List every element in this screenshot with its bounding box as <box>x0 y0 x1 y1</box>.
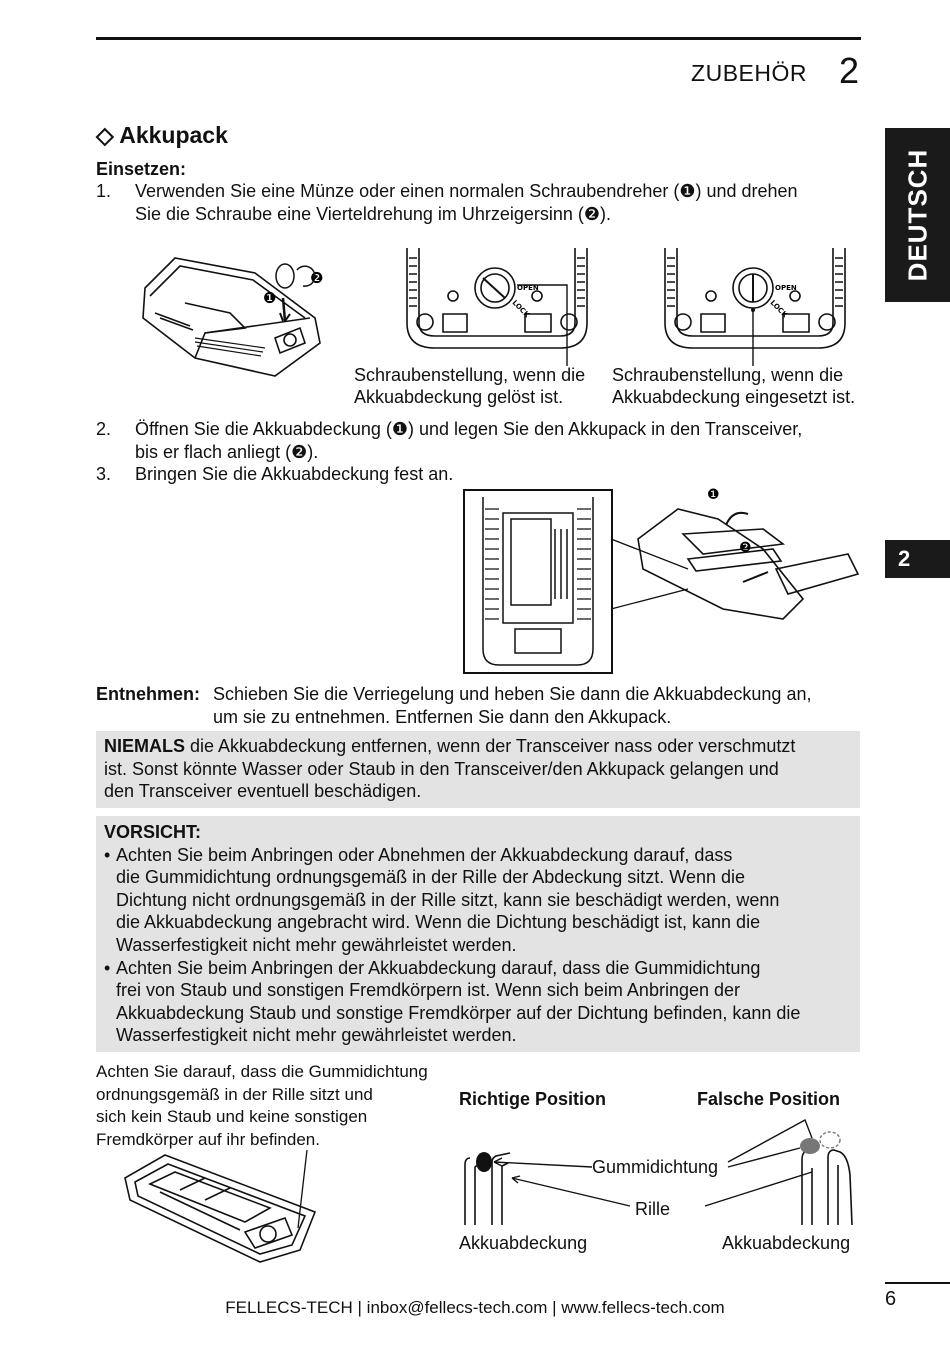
mark-two: ❷ <box>739 540 752 556</box>
step-number: 2. <box>96 419 112 439</box>
footer-text: FELLECS-TECH | inbox@fellecs-tech.com | www.fellecs-tech.com <box>225 1298 725 1317</box>
step-line: Verwenden Sie eine Münze oder einen normalen Schraubendreher (❶) und drehen <box>135 181 798 201</box>
wrong-position-label: Falsche Position <box>697 1089 841 1109</box>
caution-line: die Gummidichtung ordnungsgemäß in der Rille der Abdeckung sitzt. Wenn die <box>116 867 746 888</box>
remove-line: um sie zu entnehmen. Entfernen Sie dann den Akkupack. <box>213 706 672 727</box>
caution-line: die Akkuabdeckung angebracht wird. Wenn die Dichtung beschädigt ist, kann die <box>116 912 761 933</box>
step-line: Sie die Schraube eine Vierteldrehung im Uhrzeigersinn (❷). <box>135 203 612 224</box>
cover-label-right: Akkuabdeckung <box>722 1233 851 1253</box>
battery-cover-illustration <box>120 1150 330 1265</box>
remove-text <box>213 683 863 728</box>
note-line: ordnungsgemäß in der Rille sitzt und <box>96 1084 373 1104</box>
caution-bullet <box>104 844 852 957</box>
caption-released <box>354 364 609 408</box>
mark-one: ❶ <box>707 487 720 503</box>
insert-heading: Einsetzen: <box>96 159 187 179</box>
caption-line: Schraubenstellung, wenn die <box>612 365 844 385</box>
caption-line: Akkuabdeckung eingesetzt ist. <box>612 387 856 407</box>
screw-released-diagram <box>405 248 590 366</box>
page-number: 6 <box>885 1288 897 1310</box>
note-line: sich kein Staub und keine sonstigen <box>96 1107 368 1126</box>
caption-line: Akkuabdeckung gelöst ist. <box>354 387 564 407</box>
caution-heading: VORSICHT: <box>104 822 202 842</box>
top-rule <box>96 37 861 40</box>
caution-bullet <box>104 957 852 1047</box>
correct-position-label: Richtige Position <box>459 1089 607 1109</box>
gasket-label: Gummidichtung <box>592 1157 719 1177</box>
note-line: Achten Sie darauf, dass die Gummidichtung <box>96 1062 428 1081</box>
screw-inserted-diagram <box>663 248 848 366</box>
caution-line: Achten Sie beim Anbringen oder Abnehmen der Akkuabdeckung darauf, dass <box>116 844 733 865</box>
lock-label: LOCK <box>768 298 789 320</box>
groove-label: Rille <box>635 1199 671 1219</box>
step-line: Öffnen Sie die Akkuabdeckung (❶) und legen Sie den Akkupack in den Transceiver, <box>135 419 803 439</box>
warning-line: den Transceiver eventuell beschädigen. <box>104 781 422 802</box>
caption-inserted <box>612 364 877 408</box>
warning-box <box>96 731 860 808</box>
remove-line: Schieben Sie die Verriegelung und heben Sie dann die Akkuabdeckung an, <box>213 684 812 704</box>
caption-line: Schraubenstellung, wenn die <box>354 365 586 385</box>
battery-insert-illustration <box>463 489 863 675</box>
remove-label: Entnehmen: <box>96 684 201 704</box>
bullet-mark: • <box>104 844 111 865</box>
mark-two: ❷ <box>310 269 324 287</box>
caution-line: frei von Staub und sonstigen Fremdkörpern ist. Wenn sich beim Anbringen der <box>116 980 741 1001</box>
bullet-mark: • <box>104 957 111 978</box>
warning-line <box>104 735 852 758</box>
caution-line: Wasserfestigkeit nicht mehr gewährleistet werden. <box>116 1025 517 1046</box>
caution-line: Dichtung nicht ordnungsgemäß in der Rille sitzt, kann sie beschädigt werden, wenn <box>116 889 780 910</box>
lock-label: LOCK <box>510 298 531 320</box>
mark-one: ❶ <box>263 289 277 307</box>
open-label: OPEN <box>517 284 539 292</box>
note-line: Fremdkörper auf ihr befinden. <box>96 1129 320 1149</box>
page-rule <box>885 1282 950 1284</box>
step-number: 3. <box>96 464 112 484</box>
gasket-note <box>96 1061 461 1151</box>
warning-line: ist. Sonst könnte Wasser oder Staub in den Transceiver/den Akkupack gelangen und <box>104 758 779 779</box>
caution-line: Achten Sie beim Anbringen der Akkuabdeckung darauf, dass die Gummidichtung <box>116 957 761 978</box>
step-line: bis er flach anliegt (❷). <box>135 441 319 462</box>
warning-rest: die Akkuabdeckung entfernen, wenn der Transceiver nass oder verschmutzt <box>185 736 796 756</box>
open-label: OPEN <box>775 284 797 292</box>
step-number: 1. <box>96 181 112 201</box>
step-2 <box>96 418 866 464</box>
radio-screw-illustration <box>135 248 335 383</box>
warning-strong: NIEMALS <box>104 736 185 756</box>
step-line: Bringen Sie die Akkuabdeckung fest an. <box>135 464 454 484</box>
section-title: ◇ Akkupack <box>96 122 228 148</box>
chapter-tab: 2 <box>885 540 950 578</box>
language-tab <box>885 128 950 302</box>
language-label: DEUTSCH <box>902 148 932 282</box>
caution-box <box>96 816 860 1052</box>
chapter-title: ZUBEHÖR <box>691 60 807 86</box>
caution-line: Akkuabdeckung Staub und sonstige Fremdkörper auf der Dichtung befinden, kann die <box>116 1002 801 1023</box>
cover-label-left: Akkuabdeckung <box>459 1233 588 1253</box>
step-1 <box>96 180 866 226</box>
caution-line: Wasserfestigkeit nicht mehr gewährleistet werden. <box>116 934 517 955</box>
chapter-number: 2 <box>838 50 859 91</box>
step-3 <box>96 463 866 486</box>
